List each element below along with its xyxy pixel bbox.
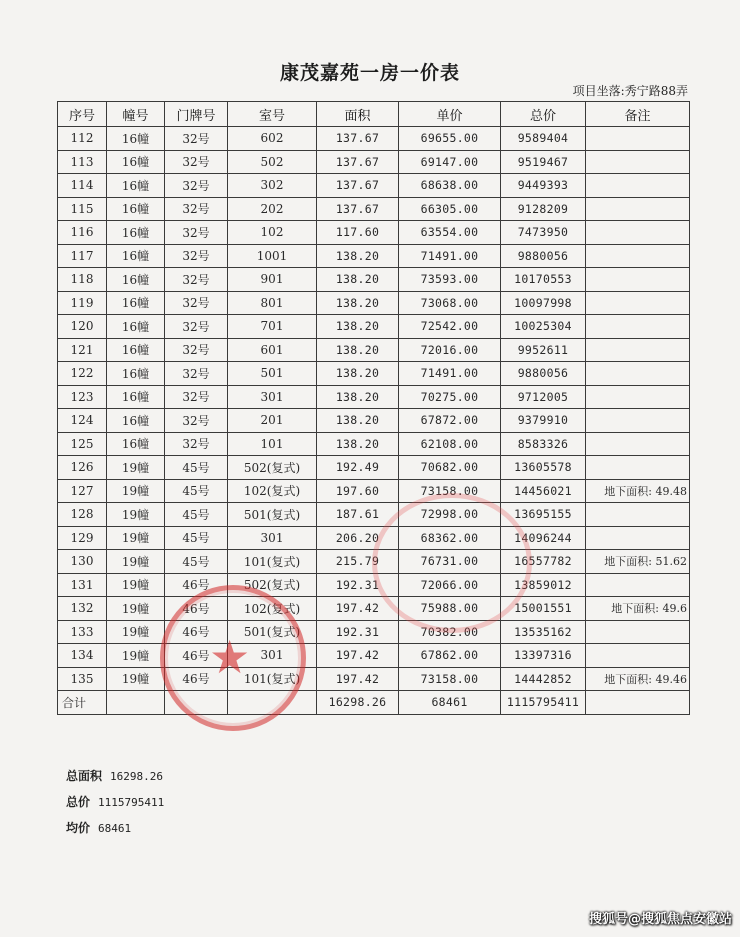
cell-total-price: 13859012: [501, 573, 586, 597]
table-row: [58, 150, 690, 174]
cell-unit-price: 73158.00: [399, 479, 501, 503]
cell-room: 901: [228, 268, 317, 292]
cell-building: 16幢: [107, 338, 165, 362]
cell-area: 197.42: [317, 667, 399, 691]
cell-unit-price: 63554.00: [399, 221, 501, 245]
cell-seq: 113: [58, 150, 107, 174]
summary-total-area: [66, 767, 163, 784]
cell-area: 137.67: [317, 174, 399, 198]
cell-total-price: 9880056: [501, 362, 586, 386]
table-row: [58, 174, 690, 198]
cell-remark: [586, 503, 690, 527]
cell-room: 1001: [228, 244, 317, 268]
cell-area: 137.67: [317, 127, 399, 151]
cell-room: 302: [228, 174, 317, 198]
cell-building: 16幢: [107, 315, 165, 339]
cell-total-price: 9449393: [501, 174, 586, 198]
cell-remark: [586, 573, 690, 597]
table-row: [58, 503, 690, 527]
cell-building: 16幢: [107, 150, 165, 174]
table-row: [58, 268, 690, 292]
cell-building: 19幢: [107, 503, 165, 527]
cell-area: 138.20: [317, 338, 399, 362]
cell-remark: [586, 291, 690, 315]
cell-building: 16幢: [107, 268, 165, 292]
cell-building: 16幢: [107, 385, 165, 409]
cell-building: 16幢: [107, 244, 165, 268]
cell-door: 46号: [165, 573, 228, 597]
column-header-door: 门牌号: [165, 102, 228, 127]
price-table: [57, 101, 690, 715]
cell-area: 192.49: [317, 456, 399, 480]
table-row: [58, 221, 690, 245]
cell-area: 187.61: [317, 503, 399, 527]
cell-building: 16幢: [107, 221, 165, 245]
cell-total-price: 1115795411: [501, 691, 586, 715]
cell-room: 101(复式): [228, 550, 317, 574]
cell-area: 138.20: [317, 291, 399, 315]
cell-area: 138.20: [317, 432, 399, 456]
total-row: [58, 691, 690, 715]
cell-building: 19幢: [107, 550, 165, 574]
cell-unit-price: 76731.00: [399, 550, 501, 574]
cell-area: 138.20: [317, 409, 399, 433]
cell-room: 502: [228, 150, 317, 174]
cell-building: 16幢: [107, 291, 165, 315]
table-row: [58, 456, 690, 480]
cell-total-price: 10097998: [501, 291, 586, 315]
cell-door: 32号: [165, 244, 228, 268]
cell-empty: [107, 691, 165, 715]
cell-door: 32号: [165, 197, 228, 221]
table-row: [58, 291, 690, 315]
cell-remark: [586, 409, 690, 433]
cell-empty: [228, 691, 317, 715]
cell-total-price: 10170553: [501, 268, 586, 292]
cell-door: 32号: [165, 174, 228, 198]
cell-door: 32号: [165, 409, 228, 433]
cell-door: 32号: [165, 315, 228, 339]
table-row: [58, 244, 690, 268]
table-row: [58, 644, 690, 668]
cell-remark: [586, 526, 690, 550]
cell-unit-price: 71491.00: [399, 362, 501, 386]
cell-remark: [586, 385, 690, 409]
table-header-row: [58, 102, 690, 127]
cell-door: 45号: [165, 456, 228, 480]
cell-area: 137.67: [317, 150, 399, 174]
cell-seq: 121: [58, 338, 107, 362]
column-header-seq: 序号: [58, 102, 107, 127]
cell-area: 138.20: [317, 244, 399, 268]
column-header-area: 面积: [317, 102, 399, 127]
cell-door: 45号: [165, 479, 228, 503]
cell-total-unit-price: 68461: [399, 691, 501, 715]
table-row: [58, 573, 690, 597]
cell-seq: 124: [58, 409, 107, 433]
summary-value: 68461: [98, 822, 132, 835]
cell-remark: [586, 150, 690, 174]
table-row: [58, 597, 690, 621]
cell-area: 197.60: [317, 479, 399, 503]
cell-area: 197.42: [317, 597, 399, 621]
cell-building: 19幢: [107, 573, 165, 597]
cell-building: 19幢: [107, 479, 165, 503]
cell-empty: [586, 691, 690, 715]
cell-total-price: 9952611: [501, 338, 586, 362]
cell-area: 215.79: [317, 550, 399, 574]
cell-seq: 122: [58, 362, 107, 386]
cell-room: 101: [228, 432, 317, 456]
cell-building: 16幢: [107, 127, 165, 151]
cell-door: 32号: [165, 362, 228, 386]
cell-door: 32号: [165, 127, 228, 151]
cell-total-area: 16298.26: [317, 691, 399, 715]
cell-seq: 134: [58, 644, 107, 668]
cell-total-price: 13605578: [501, 456, 586, 480]
cell-remark: [586, 221, 690, 245]
summary-label: 总价: [66, 795, 91, 809]
table-row: [58, 667, 690, 691]
cell-total-price: 7473950: [501, 221, 586, 245]
cell-area: 138.20: [317, 362, 399, 386]
cell-area: 117.60: [317, 221, 399, 245]
cell-seq: 120: [58, 315, 107, 339]
summary-value: 1115795411: [98, 796, 165, 809]
cell-room: 601: [228, 338, 317, 362]
cell-remark: [586, 338, 690, 362]
summary-value: 16298.26: [110, 770, 163, 783]
cell-room: 502(复式): [228, 456, 317, 480]
cell-seq: 132: [58, 597, 107, 621]
cell-door: 45号: [165, 526, 228, 550]
cell-total-price: 9880056: [501, 244, 586, 268]
cell-room: 701: [228, 315, 317, 339]
cell-area: 138.20: [317, 315, 399, 339]
cell-room: 502(复式): [228, 573, 317, 597]
cell-room: 801: [228, 291, 317, 315]
cell-building: 19幢: [107, 456, 165, 480]
cell-door: 32号: [165, 338, 228, 362]
cell-door: 32号: [165, 221, 228, 245]
cell-door: 46号: [165, 597, 228, 621]
cell-remark: 地下面积: 49.6: [586, 597, 690, 621]
cell-remark: [586, 268, 690, 292]
cell-empty: [165, 691, 228, 715]
cell-total-price: 9128209: [501, 197, 586, 221]
cell-remark: 地下面积: 51.62: [586, 550, 690, 574]
cell-unit-price: 62108.00: [399, 432, 501, 456]
cell-seq: 130: [58, 550, 107, 574]
cell-total-price: 10025304: [501, 315, 586, 339]
cell-total-price: 9712005: [501, 385, 586, 409]
summary-label: 均价: [66, 821, 91, 835]
table-row: [58, 362, 690, 386]
cell-area: 138.20: [317, 268, 399, 292]
cell-total-price: 15001551: [501, 597, 586, 621]
cell-total-price: 14456021: [501, 479, 586, 503]
cell-area: 192.31: [317, 620, 399, 644]
cell-room: 101(复式): [228, 667, 317, 691]
cell-total-price: 9519467: [501, 150, 586, 174]
cell-room: 102: [228, 221, 317, 245]
cell-seq: 112: [58, 127, 107, 151]
document-title: 康茂嘉苑一房一价表: [279, 62, 460, 84]
cell-total-price: 9589404: [501, 127, 586, 151]
table-row: [58, 197, 690, 221]
cell-unit-price: 73593.00: [399, 268, 501, 292]
cell-area: 137.67: [317, 197, 399, 221]
column-header-unit-price: 单价: [399, 102, 501, 127]
table-row: [58, 550, 690, 574]
cell-unit-price: 72016.00: [399, 338, 501, 362]
cell-remark: [586, 620, 690, 644]
cell-seq: 133: [58, 620, 107, 644]
cell-seq: 115: [58, 197, 107, 221]
cell-seq: 135: [58, 667, 107, 691]
project-location: 项目坐落:秀宁路88弄: [572, 84, 688, 98]
cell-building: 16幢: [107, 174, 165, 198]
cell-unit-price: 70682.00: [399, 456, 501, 480]
cell-room: 602: [228, 127, 317, 151]
column-header-room: 室号: [228, 102, 317, 127]
cell-seq: 128: [58, 503, 107, 527]
cell-remark: 地下面积: 49.46: [586, 667, 690, 691]
cell-room: 102(复式): [228, 479, 317, 503]
table-row: [58, 338, 690, 362]
cell-unit-price: 68638.00: [399, 174, 501, 198]
cell-remark: [586, 456, 690, 480]
cell-unit-price: 66305.00: [399, 197, 501, 221]
cell-door: 32号: [165, 291, 228, 315]
table-row: [58, 526, 690, 550]
column-header-total-price: 总价: [501, 102, 586, 127]
cell-unit-price: 72542.00: [399, 315, 501, 339]
cell-seq: 114: [58, 174, 107, 198]
cell-door: 46号: [165, 620, 228, 644]
cell-building: 19幢: [107, 620, 165, 644]
cell-unit-price: 71491.00: [399, 244, 501, 268]
cell-door: 32号: [165, 432, 228, 456]
cell-unit-price: 75988.00: [399, 597, 501, 621]
cell-remark: [586, 315, 690, 339]
cell-building: 16幢: [107, 362, 165, 386]
table-row: [58, 432, 690, 456]
cell-door: 45号: [165, 503, 228, 527]
cell-remark: [586, 244, 690, 268]
cell-seq: 126: [58, 456, 107, 480]
cell-unit-price: 73068.00: [399, 291, 501, 315]
cell-room: 301: [228, 526, 317, 550]
table-row: [58, 127, 690, 151]
cell-area: 192.31: [317, 573, 399, 597]
cell-remark: [586, 197, 690, 221]
cell-remark: [586, 362, 690, 386]
cell-area: 197.42: [317, 644, 399, 668]
cell-total-price: 13695155: [501, 503, 586, 527]
cell-remark: [586, 174, 690, 198]
cell-door: 32号: [165, 150, 228, 174]
cell-remark: [586, 127, 690, 151]
cell-unit-price: 67872.00: [399, 409, 501, 433]
cell-room: 501(复式): [228, 620, 317, 644]
cell-unit-price: 67862.00: [399, 644, 501, 668]
cell-total-price: 14442852: [501, 667, 586, 691]
cell-seq: 119: [58, 291, 107, 315]
cell-seq: 131: [58, 573, 107, 597]
cell-door: 46号: [165, 667, 228, 691]
table-row: [58, 315, 690, 339]
cell-total-price: 8583326: [501, 432, 586, 456]
cell-room: 102(复式): [228, 597, 317, 621]
cell-building: 19幢: [107, 667, 165, 691]
table-row: [58, 479, 690, 503]
column-header-remark: 备注: [586, 102, 690, 127]
cell-total-price: 13535162: [501, 620, 586, 644]
cell-seq: 118: [58, 268, 107, 292]
cell-total-price: 16557782: [501, 550, 586, 574]
cell-seq: 127: [58, 479, 107, 503]
table-row: [58, 409, 690, 433]
summary-label: 总面积: [66, 769, 103, 783]
column-header-building: 幢号: [107, 102, 165, 127]
cell-building: 19幢: [107, 644, 165, 668]
cell-total-label: 合计: [58, 691, 107, 715]
cell-building: 16幢: [107, 197, 165, 221]
cell-total-price: 13397316: [501, 644, 586, 668]
cell-building: 19幢: [107, 526, 165, 550]
cell-seq: 125: [58, 432, 107, 456]
cell-unit-price: 70382.00: [399, 620, 501, 644]
cell-unit-price: 72998.00: [399, 503, 501, 527]
cell-unit-price: 69655.00: [399, 127, 501, 151]
cell-room: 501: [228, 362, 317, 386]
cell-remark: [586, 432, 690, 456]
cell-building: 19幢: [107, 597, 165, 621]
table-row: [58, 385, 690, 409]
source-watermark: 搜狐号@搜狐焦点安徽站: [588, 912, 732, 927]
cell-unit-price: 70275.00: [399, 385, 501, 409]
cell-room: 202: [228, 197, 317, 221]
cell-building: 16幢: [107, 409, 165, 433]
cell-room: 301: [228, 385, 317, 409]
cell-unit-price: 72066.00: [399, 573, 501, 597]
cell-door: 46号: [165, 644, 228, 668]
cell-remark: 地下面积: 49.48: [586, 479, 690, 503]
cell-remark: [586, 644, 690, 668]
cell-total-price: 9379910: [501, 409, 586, 433]
cell-seq: 123: [58, 385, 107, 409]
cell-seq: 129: [58, 526, 107, 550]
summary-avg-price: [66, 819, 131, 836]
summary-total-price: [66, 793, 164, 810]
cell-room: 201: [228, 409, 317, 433]
cell-room: 501(复式): [228, 503, 317, 527]
cell-seq: 117: [58, 244, 107, 268]
cell-door: 32号: [165, 268, 228, 292]
table-row: [58, 620, 690, 644]
cell-seq: 116: [58, 221, 107, 245]
cell-area: 138.20: [317, 385, 399, 409]
star-icon: ★: [209, 630, 251, 684]
cell-door: 45号: [165, 550, 228, 574]
cell-total-price: 14096244: [501, 526, 586, 550]
cell-door: 32号: [165, 385, 228, 409]
cell-area: 206.20: [317, 526, 399, 550]
cell-unit-price: 68362.00: [399, 526, 501, 550]
cell-building: 16幢: [107, 432, 165, 456]
cell-room: 301: [228, 644, 317, 668]
cell-unit-price: 69147.00: [399, 150, 501, 174]
cell-unit-price: 73158.00: [399, 667, 501, 691]
